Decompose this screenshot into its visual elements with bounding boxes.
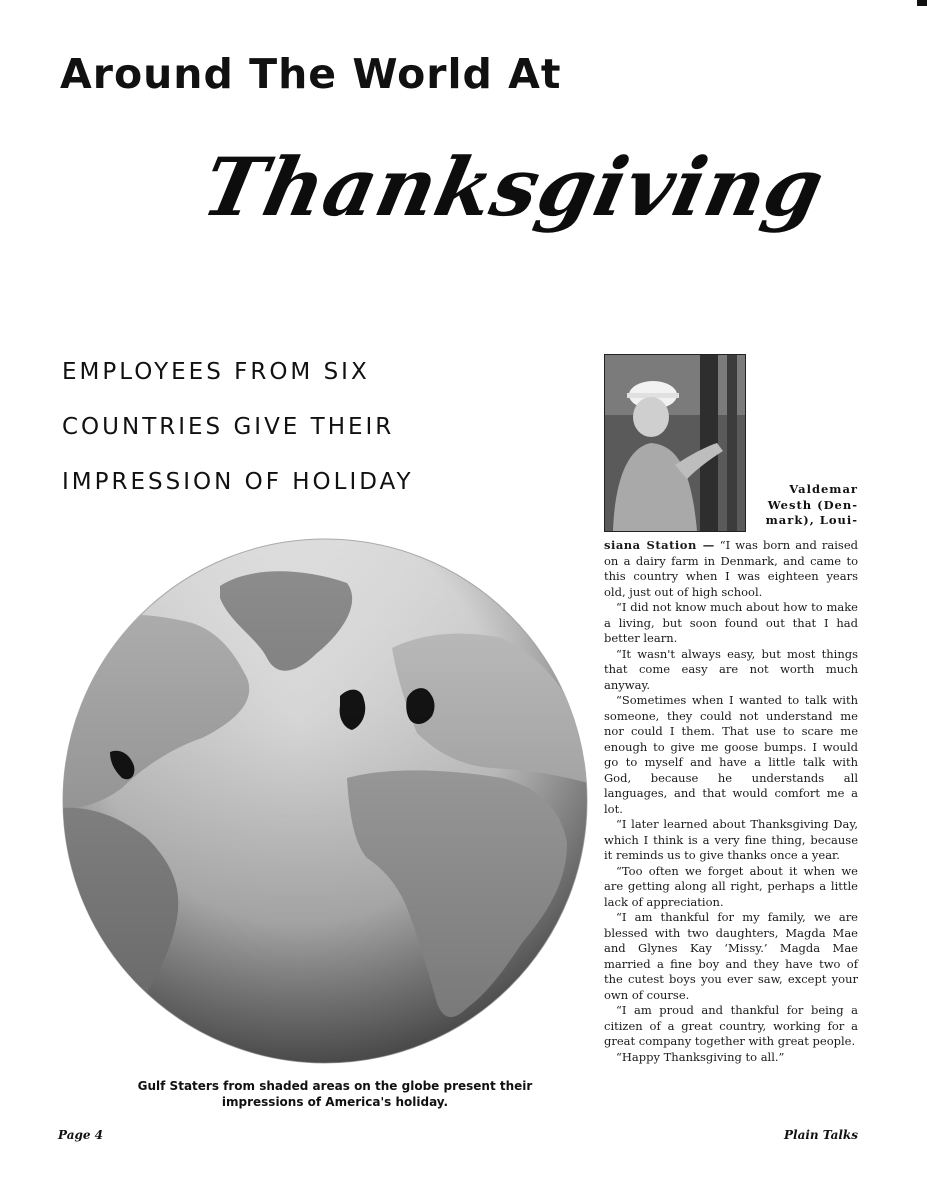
script-title: Thanksgiving <box>195 140 833 234</box>
page-number: Page 4 <box>58 1128 104 1142</box>
subheadline <box>62 345 414 510</box>
subhead-line: IMPRESSION OF HOLIDAY <box>62 469 414 495</box>
publication-name: Plain Talks <box>783 1128 858 1142</box>
subhead-line: COUNTRIES GIVE THEIR <box>62 414 395 440</box>
name-line: mark), Loui- <box>765 513 858 527</box>
name-line: Westh (Den- <box>767 497 858 512</box>
statement-paragraph: “Too often we forget about it when we are getting along all right, perhaps a little lack of appreciation. <box>604 863 858 909</box>
employee-photo <box>604 354 746 532</box>
face-shape <box>633 397 669 437</box>
name-line: Valdemar <box>789 482 858 496</box>
statement-paragraph: “I did not know much about how to make a living, but soon found out that I had better learn. <box>604 600 858 645</box>
globe-caption: Gulf Staters from shaded areas on the globe present their impressions of America's holiday. <box>137 1079 533 1109</box>
subhead-line: EMPLOYEES FROM SIX <box>62 359 370 385</box>
location-label: siana Station — <box>604 538 715 552</box>
paragraph-text: “I was born and raised on a dairy farm in Denmark, and came to this country when I was eighteen years old, just out of high school. <box>604 538 858 599</box>
page-title: Around The World At <box>60 50 562 98</box>
statement-paragraph: “Sometimes when I wanted to talk with someone, they could not understand me nor could I them. That use to scare me enough to give me goose bumps. I would go to myself and have a little talk with God, because he understands all languages, and that would comfort me a lot. <box>604 693 858 816</box>
corner-mark <box>917 0 927 6</box>
statement-paragraph: “It wasn't always easy, but most things that come easy are not worth much anyway. <box>604 646 858 692</box>
statement-paragraph: “I am proud and thankful for being a citizen of a great country, working for a great company together with great people. <box>604 1003 858 1048</box>
statement-paragraph: “Happy Thanksgiving to all.” <box>616 1049 785 1064</box>
statement-paragraph: “I later learned about Thanksgiving Day, which I think is a very fine thing, because it reminds us to give thanks once a year. <box>604 817 858 862</box>
photo-illustration <box>605 355 745 531</box>
employee-statement <box>604 538 858 1065</box>
employee-name <box>758 482 858 529</box>
globe-illustration <box>62 538 588 1064</box>
statement-paragraph <box>604 538 858 600</box>
statement-paragraph: “I am thankful for my family, we are blessed with two daughters, Magda Mae and Glynes Kay ‘Missy.’ Magda Mae married a fine boy and they have two of the cutest boys you ever saw, except your own of course. <box>604 910 858 1002</box>
